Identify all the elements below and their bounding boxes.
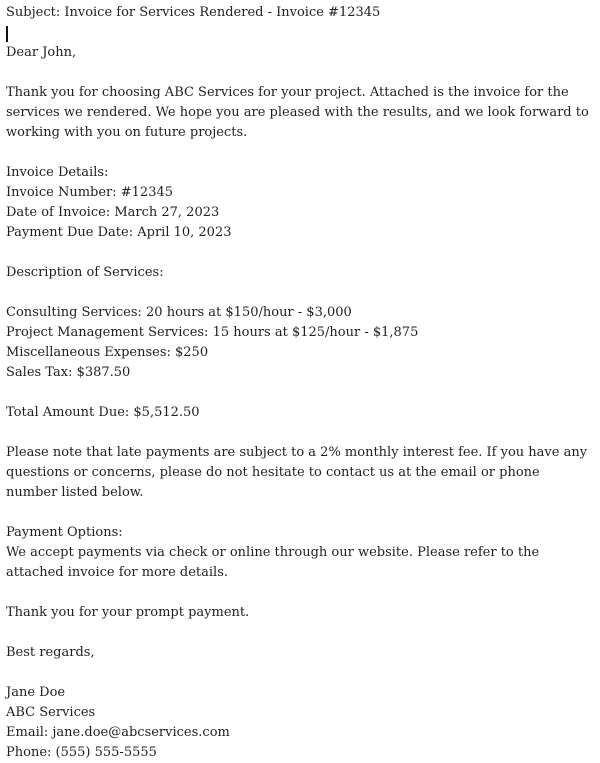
signature-name: Jane Doe [6,685,66,700]
service-line-misc-expenses: Miscellaneous Expenses: $250 [6,345,209,360]
email-subject-line: Subject: Invoice for Services Rendered - Invoice #12345 [6,5,381,20]
thanks-line: Thank you for your prompt payment. [6,605,250,620]
blank-line [6,383,594,403]
signature-phone: Phone: (555) 555-5555 [6,745,157,760]
service-line-sales-tax: Sales Tax: $387.50 [6,365,131,380]
invoice-date: Date of Invoice: March 27, 2023 [6,205,220,220]
blank-line [6,583,594,603]
blank-line [6,143,594,163]
closing-line: Best regards, [6,645,95,660]
payment-options-heading: Payment Options: [6,525,123,540]
blank-line [6,623,594,643]
services-heading: Description of Services: [6,265,164,280]
payment-options-text: We accept payments via check or online through our website. Please refer to the attached invoice for more details. [6,545,540,580]
blank-line [6,663,594,683]
service-line-project-management: Project Management Services: 15 hours at $125/hour - $1,875 [6,325,419,340]
total-amount-due: Total Amount Due: $5,512.50 [6,405,200,420]
service-line-consulting: Consulting Services: 20 hours at $150/hour - $3,000 [6,305,352,320]
invoice-number: Invoice Number: #12345 [6,185,174,200]
invoice-details-heading: Invoice Details: [6,165,109,180]
signature-email: Email: jane.doe@abcservices.com [6,725,230,740]
late-payment-note: Please note that late payments are subject to a 2% monthly interest fee. If you have any questions or concerns, please do not hesitate to contact us at the email or phone number listed below. [6,445,588,500]
text-cursor [6,26,8,42]
payment-due-date: Payment Due Date: April 10, 2023 [6,225,232,240]
intro-paragraph: Thank you for choosing ABC Services for your project. Attached is the invoice for the services we rendered. We hope you are pleased with the results, and we look forward to working with you on future projects. [6,85,589,140]
blank-line [6,283,594,303]
blank-line [6,243,594,263]
blank-line [6,423,594,443]
signature-company: ABC Services [6,705,96,720]
blank-line [6,63,594,83]
blank-line [6,503,594,523]
email-body-editor[interactable] [6,3,594,763]
email-greeting: Dear John, [6,45,77,60]
